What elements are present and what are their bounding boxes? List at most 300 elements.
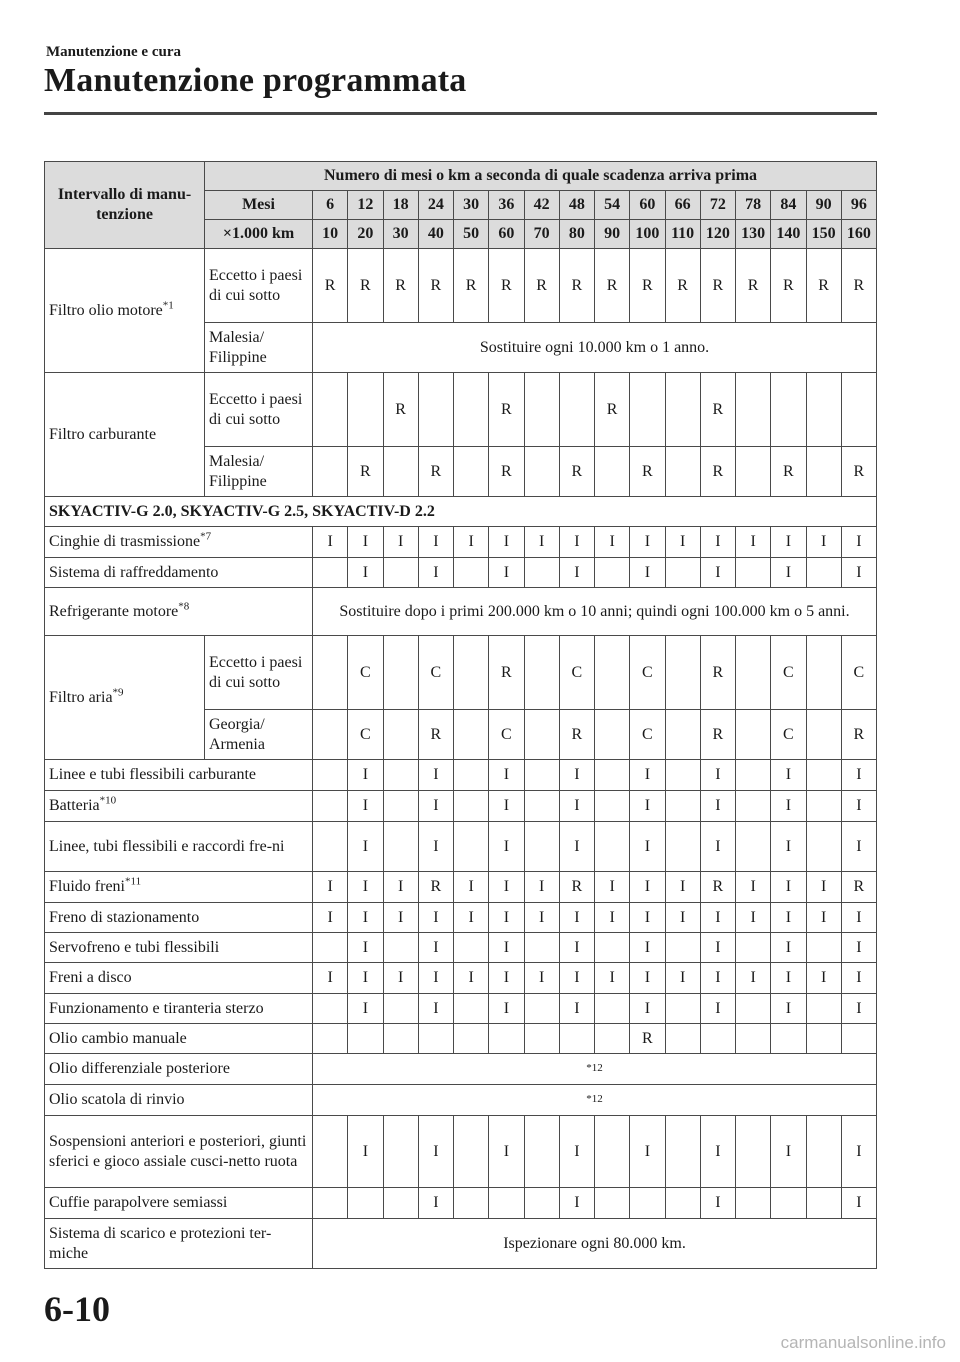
schedule-cell: R <box>806 249 841 323</box>
schedule-cell: I <box>736 903 771 933</box>
schedule-cell: R <box>313 249 348 323</box>
schedule-cell <box>313 1024 348 1054</box>
schedule-cell: I <box>736 963 771 994</box>
schedule-cell: R <box>489 636 524 710</box>
schedule-cell: I <box>630 527 665 558</box>
schedule-cell: I <box>313 527 348 558</box>
schedule-cell: I <box>630 558 665 588</box>
table-row <box>45 162 877 191</box>
row-label <box>45 822 313 872</box>
row-label-text: Sistema di scarico e protezioni ter-miche <box>49 1224 272 1262</box>
schedule-cell <box>524 1188 559 1219</box>
schedule-cell: I <box>771 558 806 588</box>
schedule-cell <box>454 760 489 791</box>
schedule-cell: I <box>454 903 489 933</box>
schedule-cell: I <box>771 963 806 994</box>
schedule-cell: I <box>348 994 383 1024</box>
schedule-cell <box>665 710 700 760</box>
schedule-cell: C <box>348 636 383 710</box>
schedule-cell: I <box>771 903 806 933</box>
schedule-cell <box>454 558 489 588</box>
schedule-cell: R <box>348 249 383 323</box>
months-label: Mesi <box>205 191 313 220</box>
schedule-cell: C <box>630 710 665 760</box>
schedule-cell <box>665 933 700 963</box>
schedule-cell <box>524 791 559 822</box>
table-caption: Numero di mesi o km a seconda di quale scadenza arriva prima <box>205 162 877 191</box>
schedule-cell <box>524 1024 559 1054</box>
months-header-cell: 12 <box>348 191 383 220</box>
schedule-cell: I <box>841 1188 876 1219</box>
schedule-cell <box>313 710 348 760</box>
schedule-cell <box>806 933 841 963</box>
schedule-cell <box>383 822 418 872</box>
schedule-cell: R <box>630 249 665 323</box>
schedule-cell <box>524 558 559 588</box>
schedule-cell <box>841 1024 876 1054</box>
schedule-cell: I <box>806 903 841 933</box>
table-row <box>45 872 877 903</box>
schedule-cell <box>595 994 630 1024</box>
row-label <box>45 1054 313 1085</box>
schedule-cell: R <box>841 249 876 323</box>
schedule-cell: I <box>559 1188 594 1219</box>
row-label <box>45 791 313 822</box>
schedule-cell: I <box>489 963 524 994</box>
schedule-cell <box>806 447 841 497</box>
schedule-cell: C <box>348 710 383 760</box>
row-label <box>45 249 205 373</box>
table-row <box>45 963 877 994</box>
schedule-cell: I <box>418 558 453 588</box>
row-label-text: Refrigerante motore <box>49 602 179 620</box>
schedule-cell: I <box>489 791 524 822</box>
schedule-cell: I <box>700 527 735 558</box>
schedule-cell <box>524 1116 559 1188</box>
months-header-cell: 96 <box>841 191 876 220</box>
schedule-cell: R <box>771 447 806 497</box>
schedule-cell: I <box>348 822 383 872</box>
schedule-cell: I <box>841 963 876 994</box>
km-header-cell: 130 <box>736 220 771 249</box>
table-row <box>45 903 877 933</box>
schedule-cell <box>665 373 700 447</box>
schedule-cell: I <box>665 527 700 558</box>
table-row <box>45 636 877 710</box>
schedule-cell: I <box>841 1116 876 1188</box>
schedule-text: Sostituire dopo i primi 200.000 km o 10 anni; quindi ogni 100.000 km o 5 anni. <box>313 588 877 636</box>
footnote-ref: *11 <box>125 875 142 888</box>
schedule-cell <box>313 558 348 588</box>
schedule-cell: I <box>418 1116 453 1188</box>
schedule-cell: R <box>630 1024 665 1054</box>
schedule-cell <box>595 760 630 791</box>
schedule-cell: I <box>348 933 383 963</box>
schedule-cell <box>313 822 348 872</box>
schedule-cell <box>383 1116 418 1188</box>
schedule-cell <box>665 760 700 791</box>
schedule-cell: I <box>454 527 489 558</box>
schedule-cell <box>595 1024 630 1054</box>
row-label-text: Olio scatola di rinvio <box>49 1091 185 1108</box>
schedule-cell <box>454 447 489 497</box>
schedule-cell <box>595 558 630 588</box>
schedule-cell: I <box>313 903 348 933</box>
schedule-cell: R <box>418 710 453 760</box>
schedule-text: Sostituire ogni 10.000 km o 1 anno. <box>313 323 877 373</box>
schedule-cell: I <box>665 963 700 994</box>
km-label: ×1.000 km <box>205 220 313 249</box>
schedule-cell: R <box>559 872 594 903</box>
schedule-cell: C <box>771 710 806 760</box>
schedule-cell <box>806 710 841 760</box>
row-label-text: Freno di stazionamento <box>49 908 200 926</box>
months-header-cell: 48 <box>559 191 594 220</box>
schedule-cell: I <box>524 963 559 994</box>
schedule-cell: R <box>489 373 524 447</box>
schedule-cell <box>736 1024 771 1054</box>
schedule-cell <box>595 822 630 872</box>
schedule-cell: R <box>595 249 630 323</box>
schedule-cell <box>489 1188 524 1219</box>
schedule-cell: I <box>313 872 348 903</box>
schedule-cell: I <box>700 963 735 994</box>
schedule-cell <box>736 760 771 791</box>
row-label <box>45 760 313 791</box>
schedule-cell: I <box>454 872 489 903</box>
schedule-cell: I <box>559 527 594 558</box>
schedule-cell <box>454 933 489 963</box>
row-label-text: Sospensioni anteriori e posteriori, giunti sferici e gioco assiale cusci-netto ruota <box>49 1132 307 1170</box>
schedule-cell: C <box>559 636 594 710</box>
row-label <box>45 558 313 588</box>
schedule-cell <box>595 933 630 963</box>
row-label-text: Sistema di raffreddamento <box>49 563 219 581</box>
schedule-cell: I <box>418 760 453 791</box>
schedule-cell: I <box>665 903 700 933</box>
row-label-text: Filtro carburante <box>49 425 157 443</box>
footnote-ref: *8 <box>178 600 190 613</box>
schedule-cell <box>806 636 841 710</box>
schedule-cell: I <box>559 994 594 1024</box>
schedule-cell <box>383 791 418 822</box>
months-header-cell: 24 <box>418 191 453 220</box>
schedule-cell: I <box>595 872 630 903</box>
schedule-cell: R <box>700 872 735 903</box>
schedule-cell: I <box>806 872 841 903</box>
schedule-cell <box>559 1024 594 1054</box>
schedule-cell: I <box>630 760 665 791</box>
km-header-cell: 90 <box>595 220 630 249</box>
schedule-cell <box>806 994 841 1024</box>
row-label <box>45 636 205 760</box>
schedule-cell: I <box>630 791 665 822</box>
schedule-cell: I <box>841 558 876 588</box>
schedule-cell: R <box>559 249 594 323</box>
region-label: Georgia/ Armenia <box>205 710 313 760</box>
schedule-cell <box>736 710 771 760</box>
region-label: Eccetto i paesi di cui sotto <box>205 249 313 323</box>
schedule-cell: I <box>771 527 806 558</box>
footnote-ref: *9 <box>112 686 124 699</box>
table-row <box>45 822 877 872</box>
schedule-cell <box>383 1024 418 1054</box>
schedule-cell: I <box>841 760 876 791</box>
schedule-cell: I <box>700 791 735 822</box>
schedule-cell: I <box>383 872 418 903</box>
schedule-cell: R <box>700 373 735 447</box>
schedule-cell: R <box>771 249 806 323</box>
schedule-cell <box>806 1188 841 1219</box>
schedule-cell <box>524 994 559 1024</box>
schedule-cell <box>524 447 559 497</box>
schedule-cell: I <box>418 1188 453 1219</box>
schedule-cell <box>736 1116 771 1188</box>
table-row <box>45 373 877 447</box>
schedule-cell <box>313 791 348 822</box>
row-label-text: Funzionamento e tiranteria sterzo <box>49 999 264 1017</box>
schedule-cell <box>454 1116 489 1188</box>
schedule-cell <box>418 373 453 447</box>
schedule-cell <box>489 1024 524 1054</box>
table-row <box>45 791 877 822</box>
schedule-cell: C <box>771 636 806 710</box>
row-label <box>45 872 313 903</box>
km-header-cell: 160 <box>841 220 876 249</box>
table-row <box>45 558 877 588</box>
schedule-cell: I <box>559 933 594 963</box>
schedule-cell: R <box>736 249 771 323</box>
schedule-cell: I <box>700 558 735 588</box>
months-header-cell: 84 <box>771 191 806 220</box>
engine-group-header: SKYACTIV-G 2.0, SKYACTIV-G 2.5, SKYACTIV-D 2.2 <box>45 497 877 527</box>
km-header-cell: 40 <box>418 220 453 249</box>
row-label <box>45 1219 313 1269</box>
schedule-cell <box>454 791 489 822</box>
schedule-cell: I <box>841 791 876 822</box>
months-header-cell: 30 <box>454 191 489 220</box>
schedule-cell: R <box>700 249 735 323</box>
schedule-cell <box>418 1024 453 1054</box>
schedule-cell <box>313 994 348 1024</box>
schedule-cell: I <box>630 872 665 903</box>
schedule-cell <box>736 994 771 1024</box>
row-label-text: Batteria <box>49 797 100 814</box>
schedule-cell: I <box>489 933 524 963</box>
schedule-cell <box>665 1188 700 1219</box>
schedule-cell: I <box>630 933 665 963</box>
schedule-cell: I <box>418 963 453 994</box>
row-label-text: Servofreno e tubi flessibili <box>49 938 220 956</box>
schedule-cell <box>736 636 771 710</box>
schedule-text: Ispezionare ogni 80.000 km. <box>313 1219 877 1269</box>
schedule-cell <box>595 636 630 710</box>
schedule-cell: R <box>841 872 876 903</box>
schedule-cell: I <box>383 903 418 933</box>
km-header-cell: 150 <box>806 220 841 249</box>
row-label <box>45 933 313 963</box>
schedule-cell: R <box>665 249 700 323</box>
schedule-cell <box>454 636 489 710</box>
schedule-cell: I <box>489 822 524 872</box>
months-header-cell: 36 <box>489 191 524 220</box>
schedule-cell: R <box>489 249 524 323</box>
schedule-cell: R <box>454 249 489 323</box>
schedule-cell: I <box>489 872 524 903</box>
row-label-text: Olio cambio manuale <box>49 1029 187 1047</box>
schedule-cell: R <box>559 710 594 760</box>
row-label <box>45 527 313 558</box>
schedule-cell: I <box>418 527 453 558</box>
region-label: Eccetto i paesi di cui sotto <box>205 636 313 710</box>
schedule-cell <box>736 373 771 447</box>
schedule-cell: I <box>736 872 771 903</box>
months-header-cell: 72 <box>700 191 735 220</box>
schedule-cell <box>665 994 700 1024</box>
schedule-cell <box>524 822 559 872</box>
schedule-cell <box>348 1024 383 1054</box>
schedule-cell: R <box>383 249 418 323</box>
footnote-ref-cell: *12 <box>313 1085 877 1116</box>
schedule-cell <box>700 1024 735 1054</box>
schedule-cell <box>806 791 841 822</box>
schedule-cell <box>524 933 559 963</box>
schedule-cell: R <box>595 373 630 447</box>
schedule-cell: I <box>771 791 806 822</box>
months-header-cell: 78 <box>736 191 771 220</box>
schedule-cell: I <box>700 822 735 872</box>
schedule-cell <box>383 1188 418 1219</box>
schedule-cell <box>771 373 806 447</box>
schedule-cell <box>665 822 700 872</box>
table-row <box>45 994 877 1024</box>
schedule-cell: I <box>348 1116 383 1188</box>
footnote-ref: *1 <box>162 299 174 312</box>
schedule-cell <box>383 994 418 1024</box>
row-label <box>45 373 205 497</box>
page-number: 6-10 <box>44 1289 110 1329</box>
schedule-cell <box>736 822 771 872</box>
schedule-cell <box>524 760 559 791</box>
months-header-cell: 18 <box>383 191 418 220</box>
schedule-cell: I <box>841 903 876 933</box>
schedule-cell <box>736 447 771 497</box>
schedule-cell <box>595 1188 630 1219</box>
schedule-cell <box>736 791 771 822</box>
schedule-cell <box>313 1188 348 1219</box>
table-row <box>45 1085 877 1116</box>
schedule-cell: I <box>771 994 806 1024</box>
schedule-cell: C <box>630 636 665 710</box>
schedule-cell <box>665 636 700 710</box>
schedule-cell: R <box>700 710 735 760</box>
schedule-cell <box>806 822 841 872</box>
table-row <box>45 1219 877 1269</box>
schedule-cell <box>559 373 594 447</box>
schedule-cell <box>524 710 559 760</box>
schedule-cell <box>454 994 489 1024</box>
schedule-cell <box>806 1024 841 1054</box>
schedule-cell <box>524 636 559 710</box>
schedule-cell <box>665 558 700 588</box>
schedule-cell <box>454 373 489 447</box>
schedule-cell: I <box>841 822 876 872</box>
schedule-cell: I <box>630 1116 665 1188</box>
schedule-cell: R <box>700 447 735 497</box>
schedule-cell: C <box>418 636 453 710</box>
row-label <box>45 963 313 994</box>
schedule-cell <box>806 1116 841 1188</box>
schedule-cell: I <box>806 527 841 558</box>
km-header-cell: 110 <box>665 220 700 249</box>
schedule-cell <box>383 933 418 963</box>
schedule-cell: I <box>348 558 383 588</box>
schedule-cell: I <box>841 994 876 1024</box>
row-label-text: Linee, tubi flessibili e raccordi fre-ni <box>49 837 285 855</box>
schedule-cell <box>383 558 418 588</box>
schedule-cell <box>771 1188 806 1219</box>
schedule-cell: I <box>841 933 876 963</box>
schedule-cell: I <box>771 760 806 791</box>
region-label: Malesia/ Filippine <box>205 323 313 373</box>
schedule-cell: I <box>700 1188 735 1219</box>
schedule-cell <box>736 933 771 963</box>
schedule-cell: R <box>700 636 735 710</box>
schedule-cell <box>665 791 700 822</box>
km-header-cell: 70 <box>524 220 559 249</box>
schedule-cell: R <box>418 447 453 497</box>
schedule-cell: I <box>489 1116 524 1188</box>
row-label-text: Freni a disco <box>49 969 132 986</box>
table-row <box>45 1188 877 1219</box>
schedule-cell <box>524 373 559 447</box>
schedule-cell <box>313 760 348 791</box>
row-label-text: Cuffie parapolvere semiassi <box>49 1194 228 1211</box>
schedule-cell: R <box>348 447 383 497</box>
schedule-cell <box>665 447 700 497</box>
schedule-cell: I <box>771 822 806 872</box>
schedule-cell <box>454 1024 489 1054</box>
row-label <box>45 1116 313 1188</box>
table-row <box>45 249 877 323</box>
table-row <box>45 933 877 963</box>
schedule-cell: I <box>630 903 665 933</box>
schedule-cell: I <box>700 903 735 933</box>
km-header-cell: 20 <box>348 220 383 249</box>
schedule-cell: I <box>559 760 594 791</box>
schedule-cell: C <box>489 710 524 760</box>
footnote-ref: *10 <box>99 794 117 807</box>
months-header-cell: 42 <box>524 191 559 220</box>
footnote-ref-cell: *12 <box>313 1054 877 1085</box>
months-header-cell: 6 <box>313 191 348 220</box>
schedule-cell <box>736 558 771 588</box>
row-label <box>45 1024 313 1054</box>
schedule-cell: I <box>489 760 524 791</box>
km-header-cell: 10 <box>313 220 348 249</box>
schedule-cell: I <box>595 527 630 558</box>
schedule-cell <box>383 447 418 497</box>
schedule-cell: C <box>841 636 876 710</box>
schedule-cell <box>806 760 841 791</box>
schedule-cell: I <box>348 791 383 822</box>
row-label <box>45 588 313 636</box>
schedule-cell <box>454 822 489 872</box>
km-header-cell: 80 <box>559 220 594 249</box>
schedule-cell <box>841 373 876 447</box>
schedule-cell: I <box>489 903 524 933</box>
schedule-cell <box>313 447 348 497</box>
